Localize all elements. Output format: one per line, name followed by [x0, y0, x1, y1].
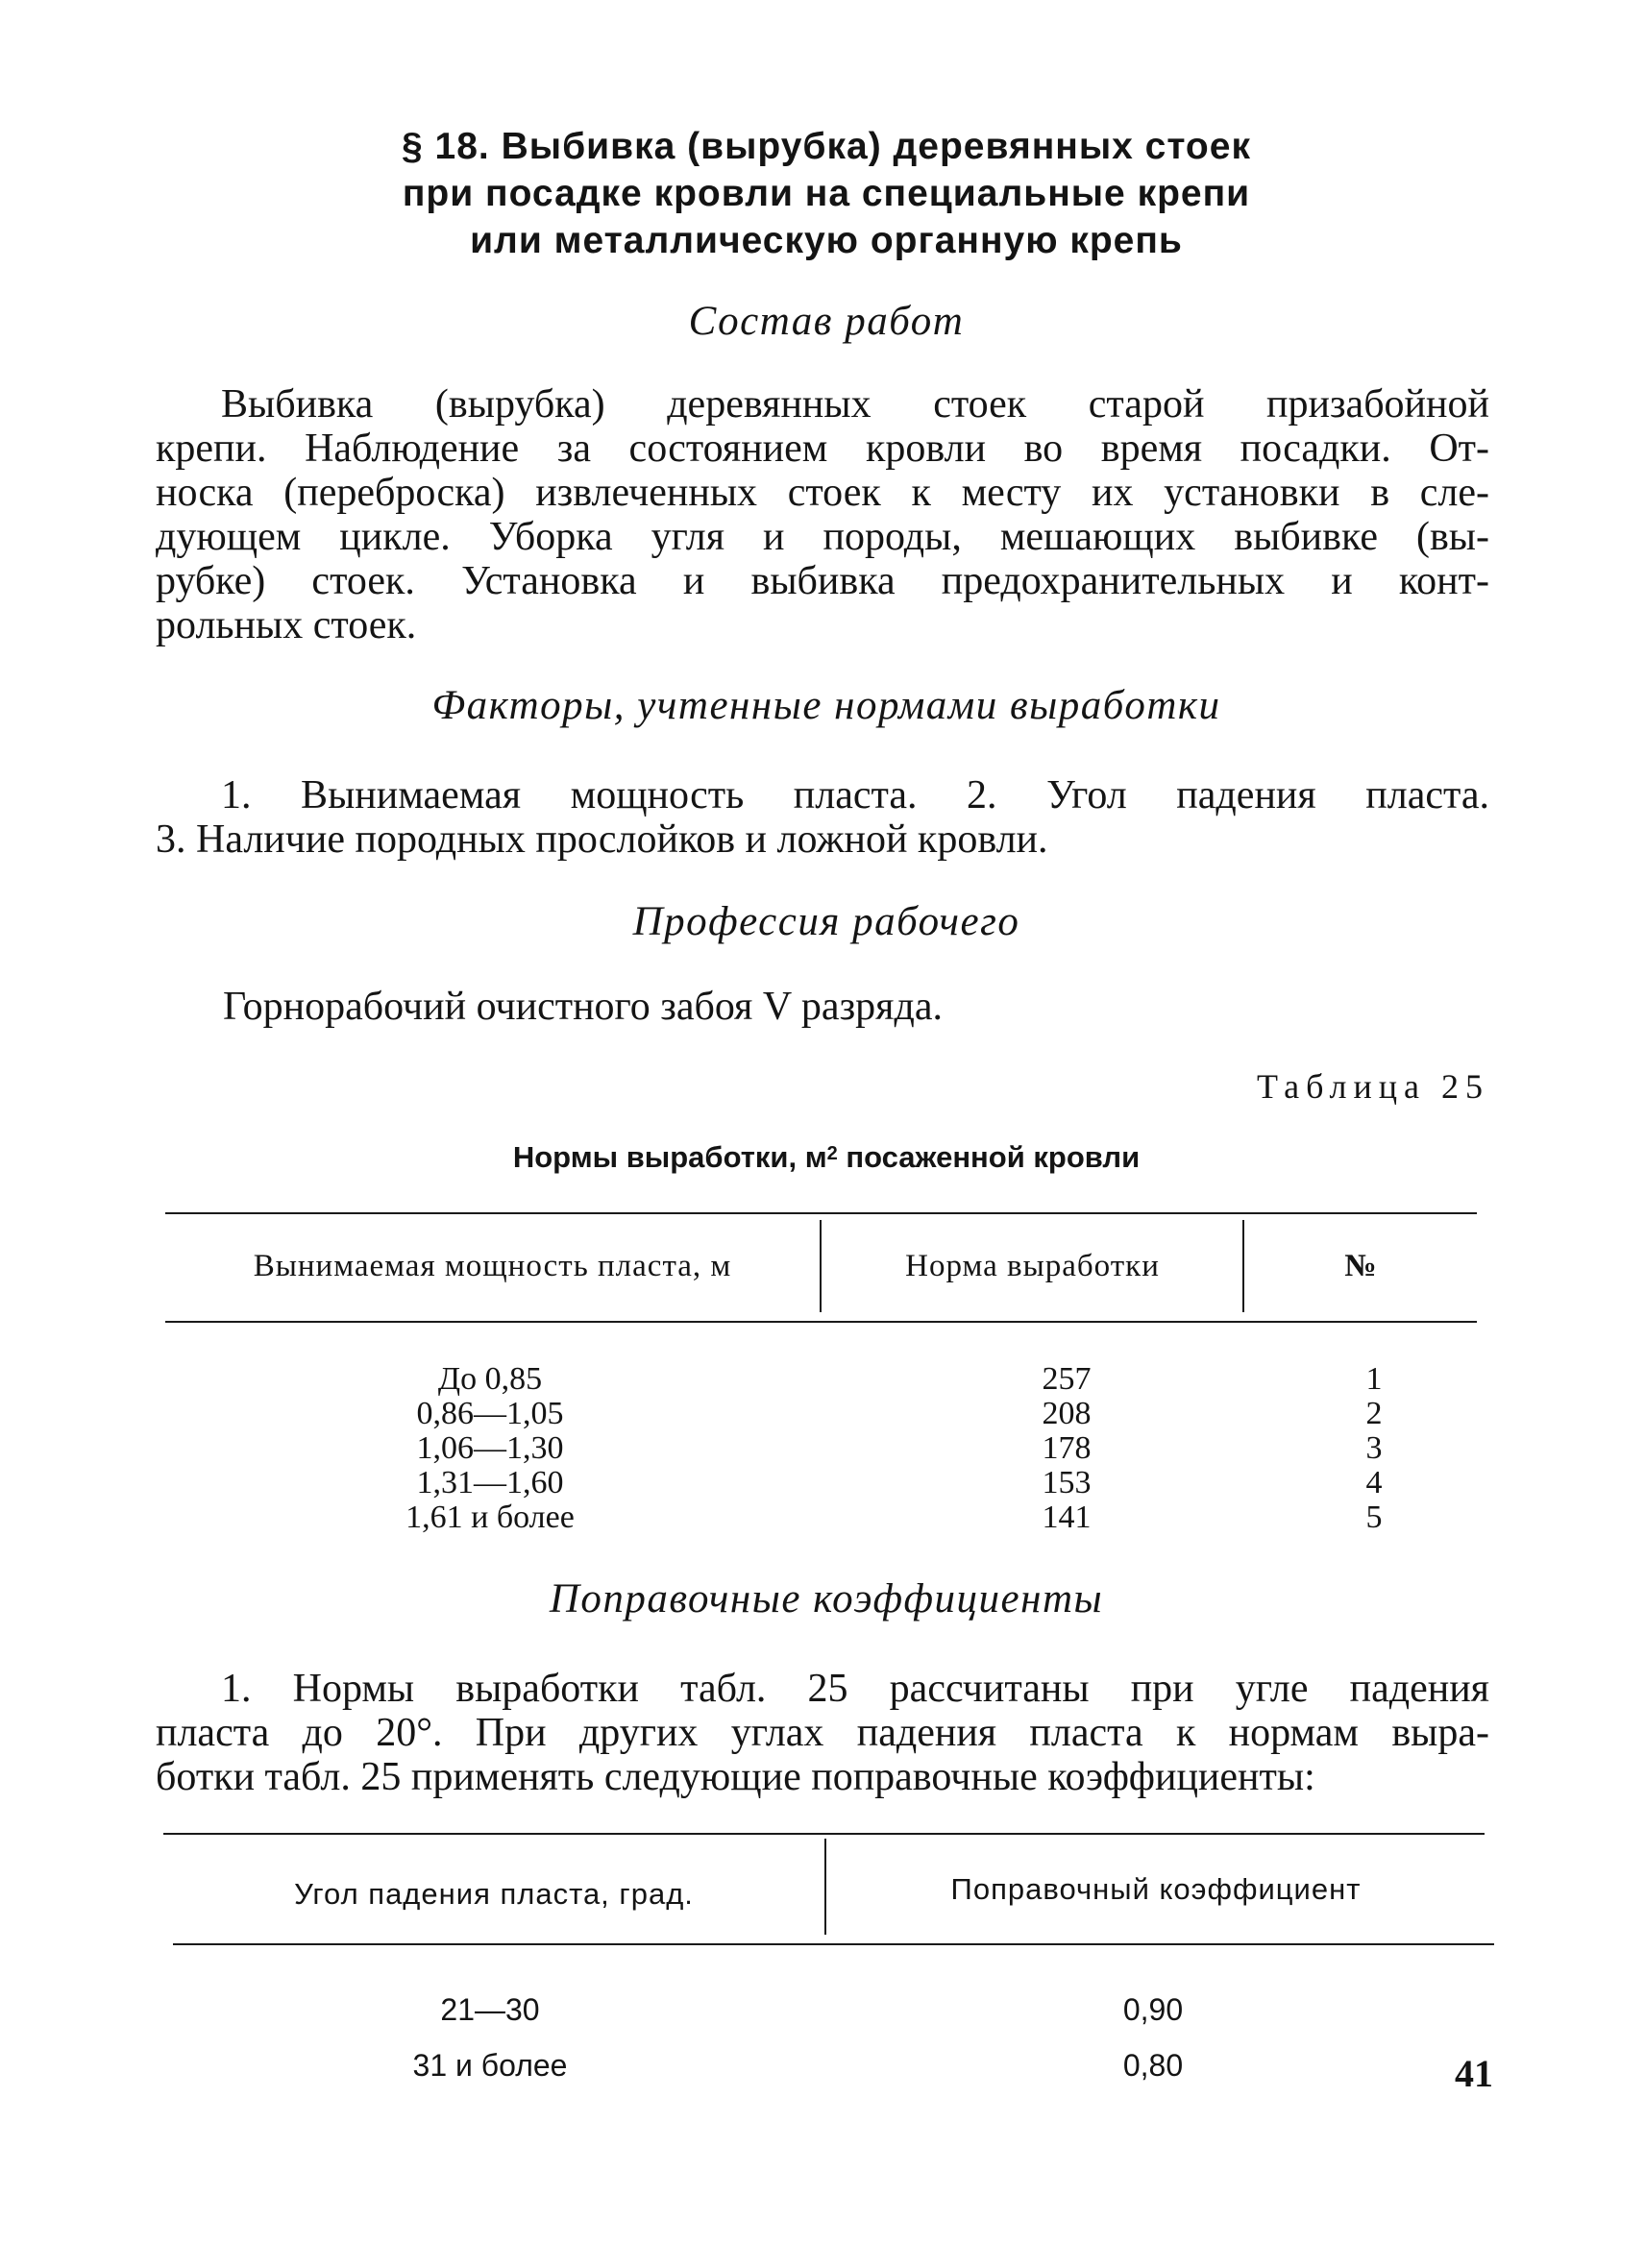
section-heading: [154, 123, 1499, 264]
table-column-thickness: [317, 1362, 663, 1535]
coef-table-column-divider: [824, 1839, 826, 1935]
table-cell: 1: [1365, 1361, 1383, 1397]
table-cell: 1,31—1,60: [416, 1465, 564, 1500]
profession-title: Профессия рабочего: [632, 899, 1020, 944]
table-cell: 5: [1365, 1500, 1383, 1535]
table-header-norm: Норма выработки: [905, 1249, 1160, 1283]
table-title: [154, 1138, 1499, 1177]
coef-column-angle: [365, 1981, 615, 2092]
factors-paragraph: [156, 773, 1489, 862]
coef-cell: 0,90: [1122, 1992, 1184, 2027]
table-column-norm: [980, 1362, 1153, 1535]
table-cell: 2: [1365, 1396, 1383, 1431]
table-column-number: [1316, 1362, 1432, 1535]
table-title-text: Нормы выработки, м: [512, 1140, 827, 1174]
coefficients-paragraph: [156, 1667, 1489, 1799]
coef-cell: 21—30: [440, 1992, 540, 2027]
table-cell: До 0,85: [437, 1361, 543, 1397]
heading-line-3: или металлическую органную крепь: [470, 220, 1183, 261]
factors-line: 1. Вынимаемая мощность пласта. 2. Угол падения пласта.: [221, 773, 1489, 817]
coef-table-top-rule: [163, 1833, 1485, 1835]
coef-column-value: [1067, 1981, 1240, 2092]
table-cell: 1,06—1,30: [416, 1430, 564, 1466]
table-cell: 178: [1042, 1430, 1092, 1466]
table-cell: 0,86—1,05: [416, 1396, 564, 1431]
coef-table-header-coefficient: Поправочный коэффициент: [950, 1872, 1362, 1906]
table-cell: 4: [1365, 1465, 1383, 1500]
table-cell: 208: [1042, 1396, 1092, 1431]
table-top-rule: [165, 1212, 1477, 1214]
table-title-text-end: посаженной кровли: [837, 1140, 1141, 1174]
composition-title: Состав работ: [688, 299, 965, 344]
coef-cell: 31 и более: [412, 2048, 568, 2083]
composition-line: Выбивка (вырубка) деревянных стоек старой призабойной: [221, 382, 1489, 427]
table-title-superscript: 2: [826, 1143, 838, 1164]
profession-text: Горнорабочий очистного забоя V разряда.: [223, 985, 943, 1029]
composition-line: носка (переброска) извлеченных стоек к месту их установки в сле-: [156, 471, 1489, 515]
coef-table-header-rule: [173, 1943, 1494, 1945]
table-number: Таблица 25: [1257, 1067, 1489, 1106]
coefficients-line: 1. Нормы выработки табл. 25 рассчитаны при угле падения: [221, 1667, 1489, 1711]
table-cell: 1,61 и более: [405, 1500, 575, 1535]
factors-line: 3. Наличие породных прослойков и ложной кровли.: [156, 817, 1048, 862]
coef-cell: 0,80: [1122, 2048, 1184, 2083]
heading-line-2: при посадке кровли на специальные крепи: [402, 173, 1251, 214]
table-header-number: №: [1344, 1249, 1378, 1283]
table-cell: 3: [1365, 1430, 1383, 1466]
table-column-divider: [1242, 1220, 1244, 1312]
coef-table-header-angle: Угол падения пласта, град.: [294, 1877, 694, 1911]
coefficients-title: Поправочные коэффициенты: [549, 1576, 1104, 1622]
composition-line: крепи. Наблюдение за состоянием кровли во время посадки. От-: [156, 427, 1489, 471]
table-cell: 153: [1042, 1465, 1092, 1500]
composition-line: рольных стоек.: [156, 603, 417, 647]
composition-line: дующем цикле. Уборка угля и породы, мешающих выбивке (вы-: [156, 515, 1489, 559]
page-number: 41: [1455, 2052, 1493, 2095]
composition-line: рубке) стоек. Установка и выбивка предохранительных и конт-: [156, 559, 1489, 603]
heading-line-1: § 18. Выбивка (вырубка) деревянных стоек: [402, 126, 1251, 167]
coefficients-line: пласта до 20°. При других углах падения пласта к нормам выра-: [156, 1711, 1489, 1755]
table-cell: 141: [1042, 1500, 1092, 1535]
table-cell: 257: [1042, 1361, 1092, 1397]
table-header-rule: [165, 1321, 1477, 1323]
table-column-divider: [820, 1220, 822, 1312]
coefficients-line: ботки табл. 25 применять следующие поправочные коэффициенты:: [156, 1755, 1315, 1799]
table-header-thickness: Вынимаемая мощность пласта, м: [253, 1249, 732, 1283]
factors-title: Факторы, учтенные нормами выработки: [431, 683, 1221, 728]
composition-paragraph: [156, 382, 1489, 647]
